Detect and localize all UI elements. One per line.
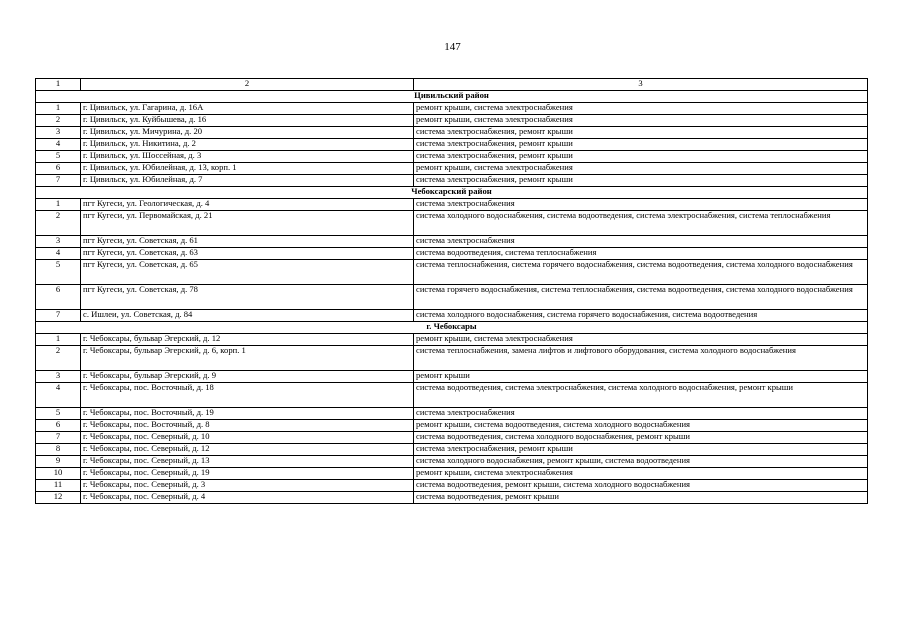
works-cell: ремонт крыши, система электроснабжения xyxy=(414,103,868,115)
table-row xyxy=(36,492,868,504)
works-cell: система электроснабжения, ремонт крыши xyxy=(414,127,868,139)
table-row xyxy=(36,444,868,456)
row-number-cell: 10 xyxy=(36,468,81,480)
section-header-row xyxy=(36,322,868,334)
table-row xyxy=(36,103,868,115)
table-row xyxy=(36,163,868,175)
address-cell: г. Цивильск, ул. Куйбышева, д. 16 xyxy=(81,115,414,127)
address-cell: г. Чебоксары, бульвар Эгерский, д. 9 xyxy=(81,371,414,383)
table-row xyxy=(36,285,868,310)
row-number-cell: 6 xyxy=(36,285,81,310)
row-number-cell: 3 xyxy=(36,371,81,383)
works-cell: система электроснабжения xyxy=(414,408,868,420)
table-row xyxy=(36,480,868,492)
row-number-cell: 4 xyxy=(36,139,81,151)
works-cell: система электроснабжения, ремонт крыши xyxy=(414,139,868,151)
works-cell: система водоотведения, система холодного водоснабжения, ремонт крыши xyxy=(414,432,868,444)
row-number-cell: 11 xyxy=(36,480,81,492)
section-title: г. Чебоксары xyxy=(36,322,868,334)
row-number-cell: 7 xyxy=(36,310,81,322)
works-cell: система электроснабжения, ремонт крыши xyxy=(414,444,868,456)
row-number-cell: 2 xyxy=(36,346,81,371)
table-row xyxy=(36,236,868,248)
section-title: Чебоксарский район xyxy=(36,187,868,199)
row-number-cell: 7 xyxy=(36,175,81,187)
table-row xyxy=(36,420,868,432)
table-row xyxy=(36,468,868,480)
row-number-cell: 2 xyxy=(36,211,81,236)
address-cell: пгт Кугеси, ул. Советская, д. 61 xyxy=(81,236,414,248)
row-number-cell: 6 xyxy=(36,420,81,432)
row-number-cell: 9 xyxy=(36,456,81,468)
section-header-row xyxy=(36,91,868,103)
address-cell: г. Чебоксары, пос. Северный, д. 13 xyxy=(81,456,414,468)
address-cell: г. Цивильск, ул. Гагарина, д. 16А xyxy=(81,103,414,115)
page-number: 147 xyxy=(444,41,461,53)
table-row xyxy=(36,127,868,139)
header-cell-1: 1 xyxy=(36,79,81,91)
address-cell: пгт Кугеси, ул. Первомайская, д. 21 xyxy=(81,211,414,236)
works-cell: система электроснабжения, ремонт крыши xyxy=(414,151,868,163)
works-cell: система теплоснабжения, замена лифтов и лифтового оборудования, система холодного водоснабжения xyxy=(414,346,868,371)
works-cell: система холодного водоснабжения, ремонт крыши, система водоотведения xyxy=(414,456,868,468)
address-cell: г. Цивильск, ул. Юбилейная, д. 13, корп. 1 xyxy=(81,163,414,175)
row-number-cell: 1 xyxy=(36,103,81,115)
address-cell: г. Чебоксары, пос. Северный, д. 19 xyxy=(81,468,414,480)
row-number-cell: 3 xyxy=(36,127,81,139)
table-row xyxy=(36,346,868,371)
works-cell: система холодного водоснабжения, система горячего водоснабжения, система водоотведения xyxy=(414,310,868,322)
address-cell: г. Чебоксары, пос. Северный, д. 4 xyxy=(81,492,414,504)
address-cell: пгт Кугеси, ул. Геологическая, д. 4 xyxy=(81,199,414,211)
table-row xyxy=(36,334,868,346)
works-cell: ремонт крыши xyxy=(414,371,868,383)
works-cell: система электроснабжения, ремонт крыши xyxy=(414,175,868,187)
row-number-cell: 7 xyxy=(36,432,81,444)
address-cell: г. Цивильск, ул. Юбилейная, д. 7 xyxy=(81,175,414,187)
table-row xyxy=(36,151,868,163)
address-cell: пгт Кугеси, ул. Советская, д. 63 xyxy=(81,248,414,260)
works-table xyxy=(35,78,868,504)
works-cell: система водоотведения, ремонт крыши, система холодного водоснабжения xyxy=(414,480,868,492)
works-table-body xyxy=(36,79,868,504)
row-number-cell: 5 xyxy=(36,408,81,420)
address-cell: г. Цивильск, ул. Шоссейная, д. 3 xyxy=(81,151,414,163)
address-cell: г. Чебоксары, пос. Северный, д. 10 xyxy=(81,432,414,444)
address-cell: г. Чебоксары, пос. Восточный, д. 19 xyxy=(81,408,414,420)
row-number-cell: 1 xyxy=(36,199,81,211)
works-cell: система водоотведения, система электроснабжения, система холодного водоснабжения, ремонт крыши xyxy=(414,383,868,408)
row-number-cell: 12 xyxy=(36,492,81,504)
works-cell: система горячего водоснабжения, система теплоснабжения, система водоотведения, система холодного водоснабжения xyxy=(414,285,868,310)
works-cell: ремонт крыши, система электроснабжения xyxy=(414,115,868,127)
works-cell: ремонт крыши, система водоотведения, система холодного водоснабжения xyxy=(414,420,868,432)
table-row xyxy=(36,383,868,408)
table-row xyxy=(36,248,868,260)
table-row xyxy=(36,310,868,322)
works-cell: ремонт крыши, система электроснабжения xyxy=(414,334,868,346)
header-cell-2: 2 xyxy=(81,79,414,91)
works-cell: ремонт крыши, система электроснабжения xyxy=(414,468,868,480)
table-row xyxy=(36,115,868,127)
works-cell: система теплоснабжения, система горячего водоснабжения, система водоотведения, система холодного водоснабжения xyxy=(414,260,868,285)
address-cell: г. Чебоксары, пос. Восточный, д. 8 xyxy=(81,420,414,432)
table-row xyxy=(36,456,868,468)
address-cell: г. Цивильск, ул. Никитина, д. 2 xyxy=(81,139,414,151)
address-cell: с. Ишлеи, ул. Советская, д. 84 xyxy=(81,310,414,322)
row-number-cell: 6 xyxy=(36,163,81,175)
address-cell: г. Чебоксары, пос. Северный, д. 12 xyxy=(81,444,414,456)
row-number-cell: 3 xyxy=(36,236,81,248)
row-number-cell: 5 xyxy=(36,260,81,285)
table-row xyxy=(36,139,868,151)
table-row xyxy=(36,408,868,420)
address-cell: г. Чебоксары, пос. Северный, д. 3 xyxy=(81,480,414,492)
address-cell: г. Чебоксары, бульвар Эгерский, д. 12 xyxy=(81,334,414,346)
address-cell: г. Чебоксары, бульвар Эгерский, д. 6, корп. 1 xyxy=(81,346,414,371)
works-cell: система электроснабжения xyxy=(414,236,868,248)
works-cell: система электроснабжения xyxy=(414,199,868,211)
table-row xyxy=(36,432,868,444)
works-cell: система водоотведения, ремонт крыши xyxy=(414,492,868,504)
address-cell: г. Чебоксары, пос. Восточный, д. 18 xyxy=(81,383,414,408)
table-row xyxy=(36,211,868,236)
works-cell: система холодного водоснабжения, система водоотведения, система электроснабжения, система теплоснабжения xyxy=(414,211,868,236)
row-number-cell: 5 xyxy=(36,151,81,163)
section-header-row xyxy=(36,187,868,199)
works-cell: ремонт крыши, система электроснабжения xyxy=(414,163,868,175)
table-row xyxy=(36,175,868,187)
row-number-cell: 4 xyxy=(36,248,81,260)
address-cell: пгт Кугеси, ул. Советская, д. 78 xyxy=(81,285,414,310)
table-header-row xyxy=(36,79,868,91)
row-number-cell: 8 xyxy=(36,444,81,456)
table-row xyxy=(36,371,868,383)
address-cell: пгт Кугеси, ул. Советская, д. 65 xyxy=(81,260,414,285)
address-cell: г. Цивильск, ул. Мичурина, д. 20 xyxy=(81,127,414,139)
works-cell: система водоотведения, система теплоснабжения xyxy=(414,248,868,260)
row-number-cell: 4 xyxy=(36,383,81,408)
section-title: Цивильский район xyxy=(36,91,868,103)
row-number-cell: 2 xyxy=(36,115,81,127)
row-number-cell: 1 xyxy=(36,334,81,346)
table-row xyxy=(36,260,868,285)
header-cell-3: 3 xyxy=(414,79,868,91)
table-row xyxy=(36,199,868,211)
